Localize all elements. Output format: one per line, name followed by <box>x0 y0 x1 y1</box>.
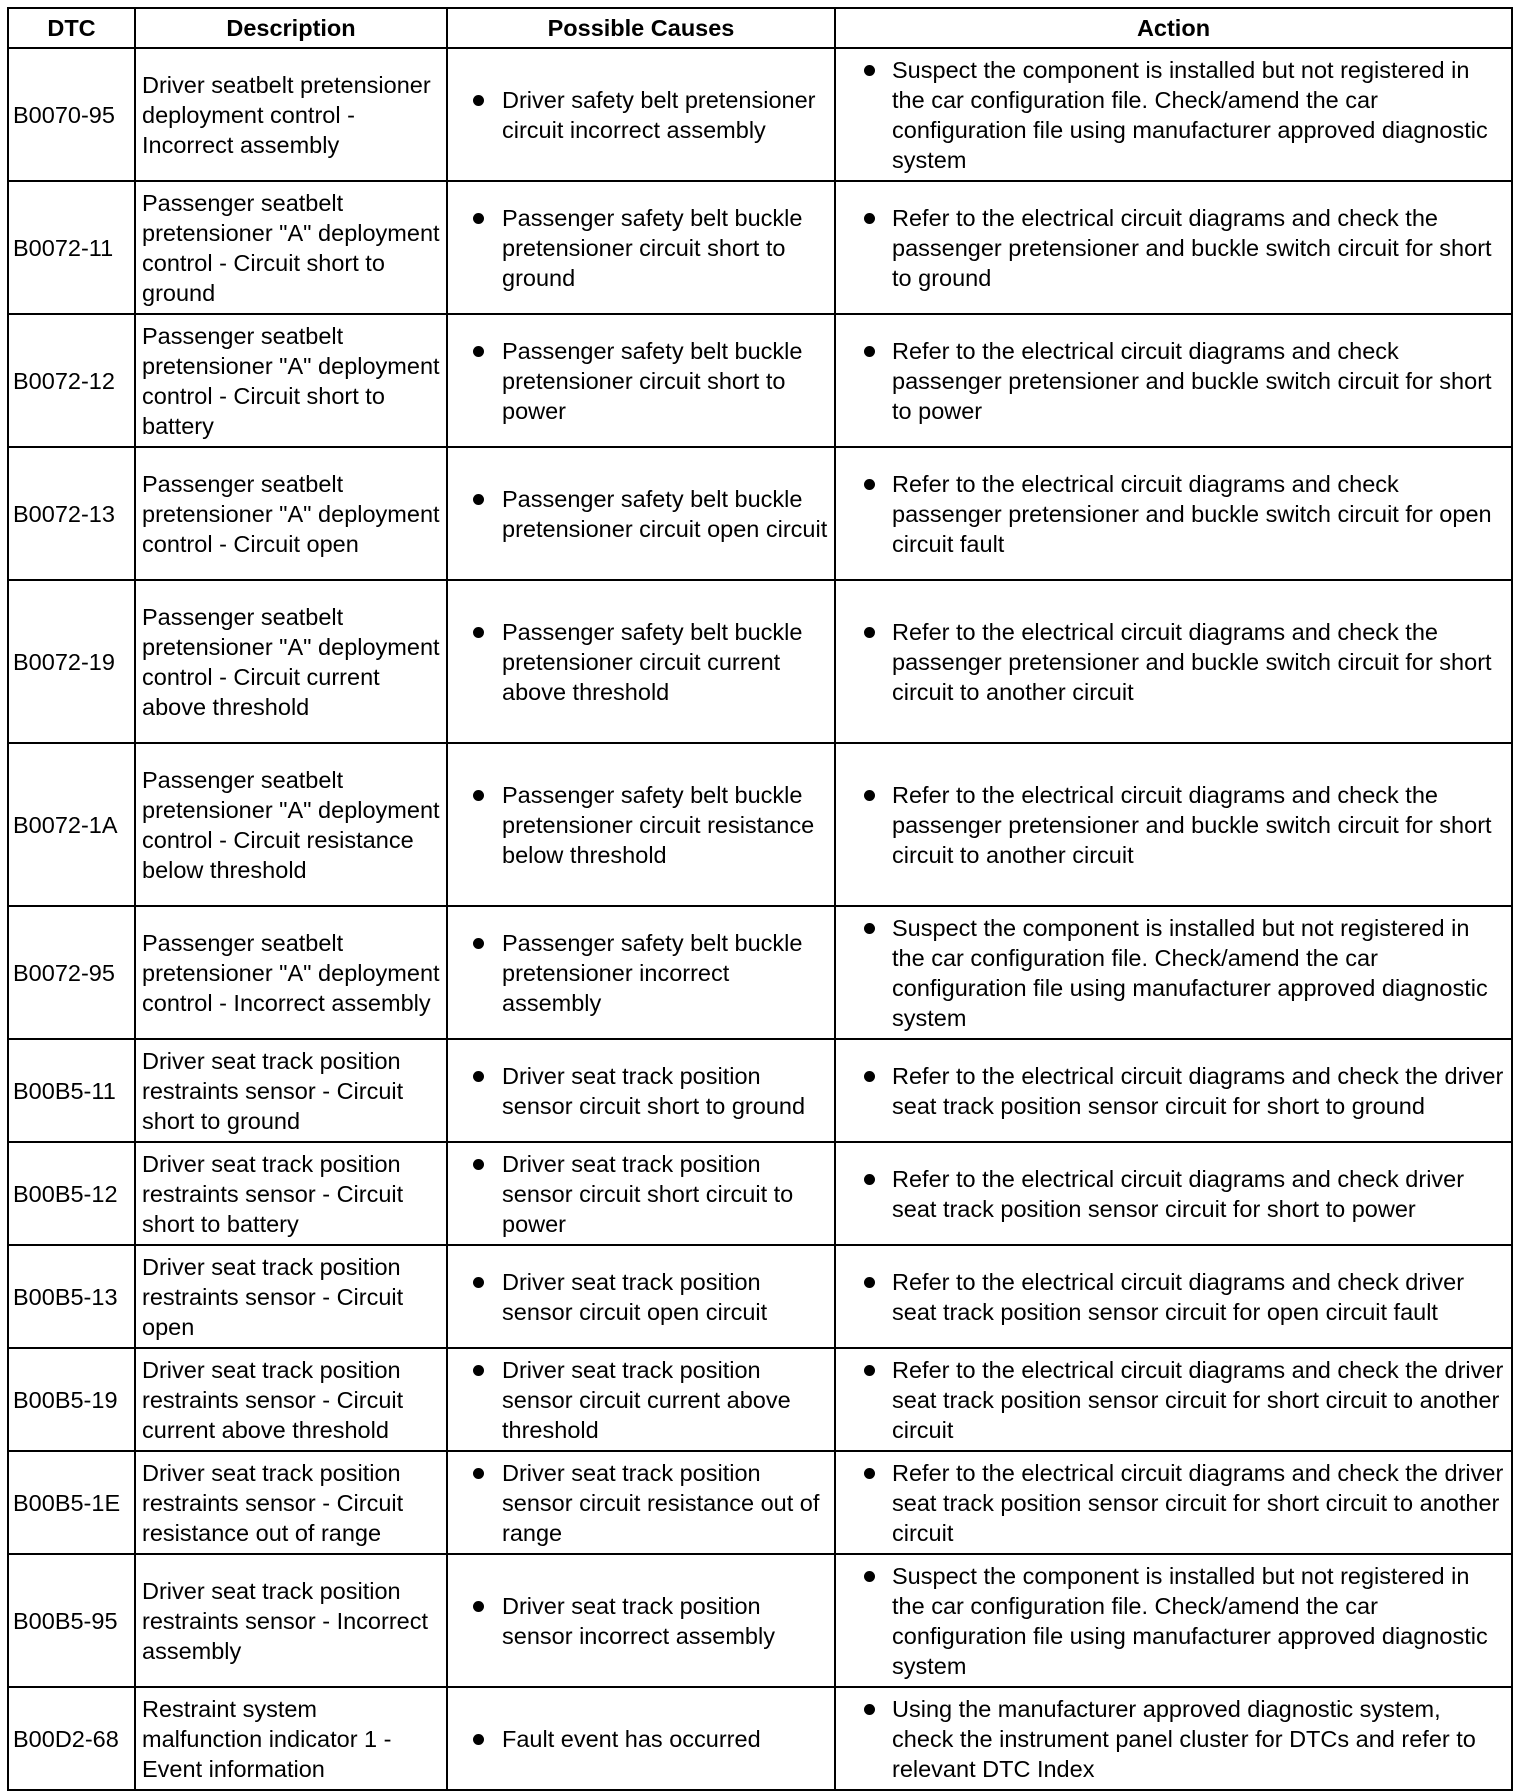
table-row <box>8 580 1512 743</box>
action-cell <box>835 1348 1512 1451</box>
dtc-table <box>7 7 1513 1791</box>
action-item: Suspect the component is installed but not registered in the car configuration file. Check/amend the car configuration file using manufacturer approved diagnostic system <box>844 913 1505 1033</box>
cause-item: Passenger safety belt buckle pretensioner circuit short to power <box>456 336 828 426</box>
table-row <box>8 743 1512 906</box>
action-cell <box>835 1687 1512 1790</box>
action-cell <box>835 1245 1512 1348</box>
action-cell <box>835 1451 1512 1554</box>
dtc-description: Driver seat track position restraints sensor - Circuit short to battery <box>135 1142 447 1245</box>
possible-causes-cell <box>447 1245 835 1348</box>
dtc-code: B0070-95 <box>8 48 135 181</box>
action-item: Refer to the electrical circuit diagrams and check the passenger pretensioner and buckle switch circuit for short circuit to another circuit <box>844 617 1505 707</box>
action-item: Refer to the electrical circuit diagrams and check the passenger pretensioner and buckle switch circuit for short to ground <box>844 203 1505 293</box>
dtc-code: B00D2-68 <box>8 1687 135 1790</box>
table-row <box>8 48 1512 181</box>
possible-causes-cell <box>447 1687 835 1790</box>
cause-item: Driver seat track position sensor circuit resistance out of range <box>456 1458 828 1548</box>
dtc-description: Restraint system malfunction indicator 1 - Event information <box>135 1687 447 1790</box>
action-cell <box>835 447 1512 580</box>
possible-causes-cell <box>447 580 835 743</box>
possible-causes-cell <box>447 48 835 181</box>
dtc-description: Passenger seatbelt pretensioner "A" deployment control - Circuit resistance below threshold <box>135 743 447 906</box>
dtc-code: B00B5-11 <box>8 1039 135 1142</box>
action-cell <box>835 1039 1512 1142</box>
table-row <box>8 1245 1512 1348</box>
possible-causes-cell <box>447 1039 835 1142</box>
possible-causes-cell <box>447 1451 835 1554</box>
table-row <box>8 1142 1512 1245</box>
table-row <box>8 1687 1512 1790</box>
header-description: Description <box>135 8 447 48</box>
dtc-description: Driver seat track position restraints sensor - Circuit current above threshold <box>135 1348 447 1451</box>
action-item: Refer to the electrical circuit diagrams and check passenger pretensioner and buckle switch circuit for short to power <box>844 336 1505 426</box>
action-item: Refer to the electrical circuit diagrams and check driver seat track position sensor circuit for short to power <box>844 1164 1505 1224</box>
dtc-code: B00B5-19 <box>8 1348 135 1451</box>
action-item: Refer to the electrical circuit diagrams and check passenger pretensioner and buckle switch circuit for open circuit fault <box>844 469 1505 559</box>
dtc-code: B00B5-12 <box>8 1142 135 1245</box>
dtc-description: Driver seatbelt pretensioner deployment control - Incorrect assembly <box>135 48 447 181</box>
possible-causes-cell <box>447 181 835 314</box>
action-cell <box>835 1554 1512 1687</box>
cause-item: Passenger safety belt buckle pretensioner circuit current above threshold <box>456 617 828 707</box>
action-cell <box>835 906 1512 1039</box>
action-item: Refer to the electrical circuit diagrams and check the driver seat track position sensor circuit for short circuit to another circuit <box>844 1458 1505 1548</box>
dtc-description: Passenger seatbelt pretensioner "A" deployment control - Circuit open <box>135 447 447 580</box>
table-row <box>8 314 1512 447</box>
action-cell <box>835 48 1512 181</box>
dtc-description: Passenger seatbelt pretensioner "A" deployment control - Circuit short to ground <box>135 181 447 314</box>
cause-item: Driver seat track position sensor incorrect assembly <box>456 1591 828 1651</box>
dtc-code: B0072-95 <box>8 906 135 1039</box>
dtc-code: B0072-19 <box>8 580 135 743</box>
table-row <box>8 1554 1512 1687</box>
dtc-description: Driver seat track position restraints sensor - Circuit resistance out of range <box>135 1451 447 1554</box>
dtc-code: B0072-13 <box>8 447 135 580</box>
cause-item: Driver seat track position sensor circuit short circuit to power <box>456 1149 828 1239</box>
dtc-description: Driver seat track position restraints sensor - Circuit open <box>135 1245 447 1348</box>
action-item: Refer to the electrical circuit diagrams and check driver seat track position sensor circuit for open circuit fault <box>844 1267 1505 1327</box>
header-row <box>8 8 1512 48</box>
cause-item: Driver seat track position sensor circuit short to ground <box>456 1061 828 1121</box>
cause-item: Driver seat track position sensor circuit current above threshold <box>456 1355 828 1445</box>
action-cell <box>835 1142 1512 1245</box>
possible-causes-cell <box>447 743 835 906</box>
cause-item: Passenger safety belt buckle pretensioner circuit short to ground <box>456 203 828 293</box>
dtc-code: B0072-11 <box>8 181 135 314</box>
dtc-code: B00B5-13 <box>8 1245 135 1348</box>
dtc-description: Driver seat track position restraints sensor - Circuit short to ground <box>135 1039 447 1142</box>
cause-item: Passenger safety belt buckle pretensioner circuit resistance below threshold <box>456 780 828 870</box>
dtc-description: Passenger seatbelt pretensioner "A" deployment control - Circuit current above threshold <box>135 580 447 743</box>
table-row <box>8 181 1512 314</box>
action-item: Refer to the electrical circuit diagrams and check the passenger pretensioner and buckle switch circuit for short circuit to another circuit <box>844 780 1505 870</box>
action-item: Suspect the component is installed but not registered in the car configuration file. Check/amend the car configuration file using manufacturer approved diagnostic system <box>844 1561 1505 1681</box>
cause-item: Passenger safety belt buckle pretensioner circuit open circuit <box>456 484 828 544</box>
possible-causes-cell <box>447 314 835 447</box>
action-cell <box>835 743 1512 906</box>
cause-item: Driver safety belt pretensioner circuit incorrect assembly <box>456 85 828 145</box>
possible-causes-cell <box>447 1348 835 1451</box>
dtc-document <box>7 7 1511 1791</box>
table-row <box>8 906 1512 1039</box>
dtc-description: Passenger seatbelt pretensioner "A" deployment control - Incorrect assembly <box>135 906 447 1039</box>
dtc-description: Passenger seatbelt pretensioner "A" deployment control - Circuit short to battery <box>135 314 447 447</box>
cause-item: Fault event has occurred <box>456 1724 828 1754</box>
header-action: Action <box>835 8 1512 48</box>
table-row <box>8 447 1512 580</box>
possible-causes-cell <box>447 1554 835 1687</box>
dtc-code: B0072-12 <box>8 314 135 447</box>
table-row <box>8 1348 1512 1451</box>
action-item: Suspect the component is installed but not registered in the car configuration file. Check/amend the car configuration file using manufacturer approved diagnostic system <box>844 55 1505 175</box>
dtc-description: Driver seat track position restraints sensor - Incorrect assembly <box>135 1554 447 1687</box>
header-possible-causes: Possible Causes <box>447 8 835 48</box>
action-cell <box>835 181 1512 314</box>
dtc-code: B00B5-95 <box>8 1554 135 1687</box>
possible-causes-cell <box>447 1142 835 1245</box>
dtc-code: B00B5-1E <box>8 1451 135 1554</box>
cause-item: Driver seat track position sensor circuit open circuit <box>456 1267 828 1327</box>
action-cell <box>835 314 1512 447</box>
table-row <box>8 1451 1512 1554</box>
action-cell <box>835 580 1512 743</box>
possible-causes-cell <box>447 906 835 1039</box>
cause-item: Passenger safety belt buckle pretensioner incorrect assembly <box>456 928 828 1018</box>
dtc-code: B0072-1A <box>8 743 135 906</box>
action-item: Using the manufacturer approved diagnostic system, check the instrument panel cluster for DTCs and refer to relevant DTC Index <box>844 1694 1505 1784</box>
action-item: Refer to the electrical circuit diagrams and check the driver seat track position sensor circuit for short circuit to another circuit <box>844 1355 1505 1445</box>
header-dtc: DTC <box>8 8 135 48</box>
table-row <box>8 1039 1512 1142</box>
action-item: Refer to the electrical circuit diagrams and check the driver seat track position sensor circuit for short to ground <box>844 1061 1505 1121</box>
possible-causes-cell <box>447 447 835 580</box>
